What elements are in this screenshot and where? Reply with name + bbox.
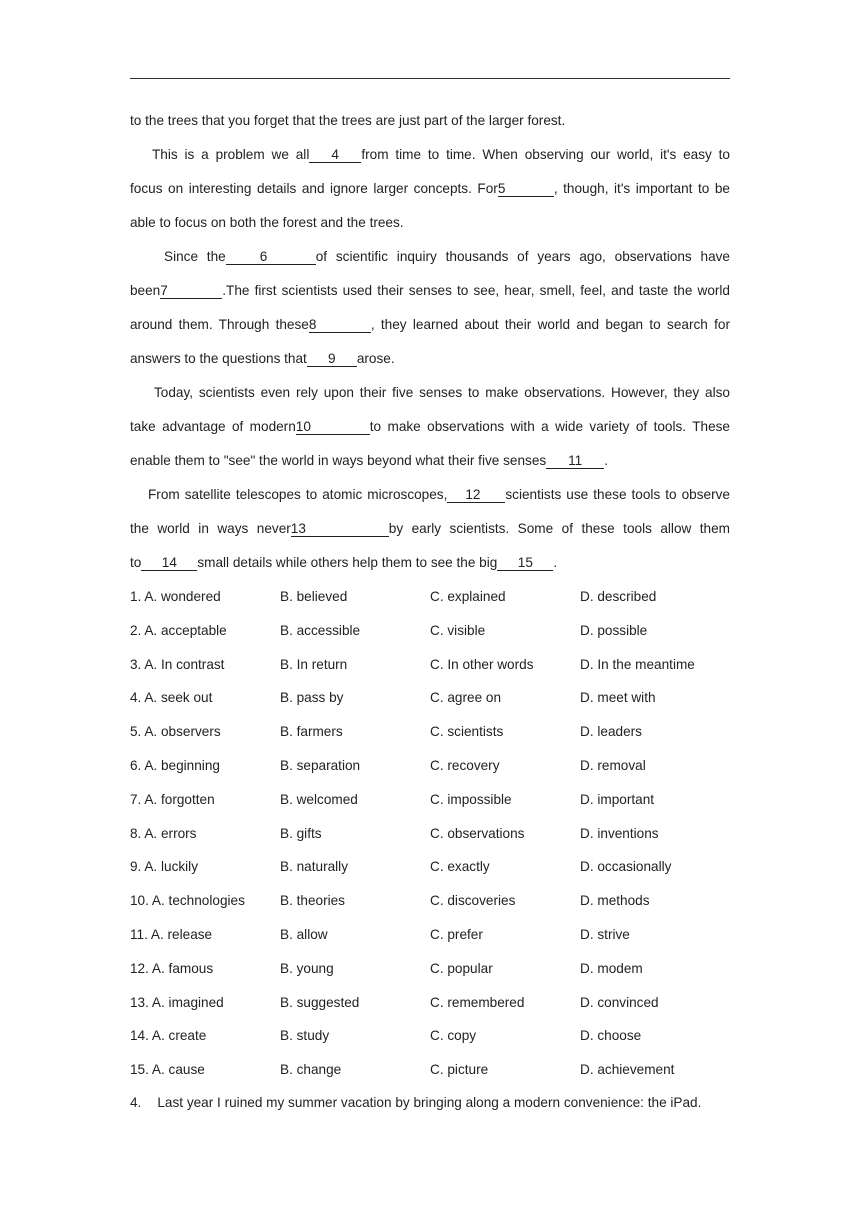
option-c: C. remembered	[430, 994, 525, 1010]
option-d: D. methods	[580, 893, 650, 909]
text-segment: arose.	[356, 351, 395, 366]
blank-9: 9	[307, 351, 357, 367]
option-a: 12. A. famous	[130, 960, 214, 976]
option-d: D. In the meantime	[580, 656, 695, 672]
paragraph-4-line-3	[130, 451, 730, 471]
option-b: B. welcomed	[280, 791, 358, 807]
option-b: B. farmers	[280, 724, 343, 740]
option-row	[130, 587, 730, 607]
option-a: 1. A. wondered	[130, 589, 221, 604]
option-b: B. theories	[280, 893, 345, 909]
blank-10: 10	[296, 419, 370, 435]
option-c: C. agree on	[430, 690, 502, 706]
option-row	[130, 1026, 730, 1046]
text-segment: take advantage of modern	[130, 419, 296, 434]
option-row	[130, 891, 730, 911]
option-b: B. change	[280, 1062, 342, 1078]
blank-4: 4	[309, 147, 361, 163]
option-b: B. believed	[280, 589, 348, 604]
option-b: B. young	[280, 960, 334, 976]
text-segment: , they learned about their world and began to search for	[370, 317, 730, 332]
text-segment: scientists use these tools to observe	[505, 487, 730, 502]
option-d: D. convinced	[580, 994, 659, 1010]
option-d: D. strive	[580, 927, 630, 942]
blank-14: 14	[141, 555, 197, 571]
paragraph-4-line-2	[130, 417, 730, 437]
text-segment: to	[130, 555, 142, 570]
option-row	[130, 1060, 730, 1080]
option-c: C. observations	[430, 825, 525, 841]
text-segment: .	[553, 555, 558, 570]
text-segment: from time to time. When observing our world, it's easy to	[361, 147, 730, 162]
option-a: 10. A. technologies	[130, 893, 245, 909]
option-c: C. exactly	[430, 859, 490, 875]
blank-7: 7	[160, 283, 222, 299]
text-segment: This is a problem we all	[152, 147, 310, 162]
paragraph-5-line-2	[130, 519, 730, 539]
option-a: 11. A. release	[130, 927, 213, 942]
text-segment: around them. Through these	[130, 317, 309, 332]
option-d: D. choose	[580, 1028, 642, 1044]
option-c: C. popular	[430, 960, 493, 976]
option-row	[130, 993, 730, 1013]
option-a: 2. A. acceptable	[130, 622, 227, 638]
text-segment: .	[604, 453, 608, 468]
text-segment: .The first scientists used their senses to see, hear, smell, feel, and taste the world	[222, 283, 730, 298]
option-a: 5. A. observers	[130, 724, 221, 740]
option-b: B. pass by	[280, 690, 344, 706]
option-row	[130, 857, 730, 877]
option-d: D. achievement	[580, 1062, 675, 1078]
option-a: 4. A. seek out	[130, 690, 213, 706]
option-a: 3. A. In contrast	[130, 656, 225, 672]
option-row	[130, 790, 730, 810]
next-question	[130, 1093, 730, 1113]
option-row	[130, 959, 730, 979]
option-c: C. visible	[430, 622, 486, 638]
option-d: D. occasionally	[580, 859, 672, 875]
text-segment: From satellite telescopes to atomic microscopes,	[148, 487, 448, 502]
paragraph-3-line-4	[130, 349, 730, 369]
option-b: B. gifts	[280, 825, 322, 841]
option-c: C. prefer	[430, 927, 483, 942]
option-c: C. impossible	[430, 791, 512, 807]
text-segment: to make observations with a wide variety of tools. These	[369, 419, 730, 434]
option-d: D. meet with	[580, 690, 656, 706]
option-b: B. naturally	[280, 859, 349, 875]
option-d: D. inventions	[580, 825, 659, 841]
option-d: D. removal	[580, 758, 646, 773]
question-text: Last year I ruined my summer vacation by bringing along a modern convenience: the iPad.	[157, 1095, 702, 1110]
blank-8: 8	[309, 317, 371, 333]
text-segment: Since the	[164, 249, 226, 264]
option-row	[130, 688, 730, 708]
blank-6: 6	[226, 249, 316, 265]
option-c: C. explained	[430, 589, 506, 604]
text-segment: answers to the questions that	[130, 351, 307, 366]
option-row	[130, 621, 730, 641]
paragraph-4: Today, scientists even rely upon their five senses to make observations. However, they also	[154, 385, 730, 400]
text-segment: been	[130, 283, 161, 298]
option-row	[130, 655, 730, 675]
option-d: D. possible	[580, 622, 648, 638]
option-b: B. allow	[280, 927, 328, 942]
paragraph-5	[130, 485, 730, 505]
paragraph-2-line-2	[130, 179, 730, 199]
text-segment: focus on interesting details and ignore larger concepts. For	[130, 181, 498, 196]
option-d: D. important	[580, 791, 655, 807]
option-row	[130, 756, 730, 776]
blank-12: 12	[447, 487, 505, 503]
text-segment: enable them to "see" the world in ways beyond what their five senses	[130, 453, 547, 468]
paragraph-2	[130, 145, 730, 165]
paragraph-3	[130, 247, 730, 267]
text-segment: , though, it's important to be	[553, 181, 730, 196]
text-segment: small details while others help them to see the big	[197, 555, 498, 570]
option-d: D. modem	[580, 960, 643, 976]
option-a: 9. A. luckily	[130, 859, 198, 875]
option-row	[130, 824, 730, 844]
blank-13: 13	[291, 521, 389, 537]
option-d: D. described	[580, 589, 657, 604]
option-row	[130, 722, 730, 742]
option-a: 14. A. create	[130, 1028, 207, 1044]
option-b: B. suggested	[280, 994, 360, 1010]
blank-5: 5	[498, 181, 554, 197]
option-c: C. In other words	[430, 656, 534, 672]
paragraph-3-line-2	[130, 281, 730, 301]
option-c: C. picture	[430, 1062, 489, 1078]
option-c: C. copy	[430, 1028, 477, 1044]
text-segment: of scientific inquiry thousands of years ago, observations have	[315, 249, 730, 264]
option-c: C. discoveries	[430, 893, 516, 909]
option-row	[130, 925, 730, 945]
option-b: B. separation	[280, 758, 361, 773]
option-a: 7. A. forgotten	[130, 791, 215, 807]
passage-line: to the trees that you forget that the trees are just part of the larger forest.	[130, 113, 566, 128]
blank-11: 11	[546, 453, 604, 469]
option-b: B. study	[280, 1028, 330, 1044]
option-a: 15. A. cause	[130, 1062, 205, 1078]
text-segment: by early scientists. Some of these tools allow them	[388, 521, 731, 536]
header-rule	[130, 78, 730, 79]
option-c: C. scientists	[430, 724, 504, 740]
option-a: 6. A. beginning	[130, 758, 220, 773]
paragraph-2-line-3: able to focus on both the forest and the trees.	[130, 215, 404, 230]
question-number: 4.	[130, 1095, 142, 1110]
paragraph-5-line-3	[130, 553, 730, 573]
option-d: D. leaders	[580, 724, 642, 740]
option-b: B. accessible	[280, 622, 361, 638]
paragraph-3-line-3	[130, 315, 730, 335]
option-b: B. In return	[280, 656, 348, 672]
option-a: 8. A. errors	[130, 825, 197, 841]
option-c: C. recovery	[430, 758, 500, 773]
option-a: 13. A. imagined	[130, 994, 224, 1010]
blank-15: 15	[497, 555, 553, 571]
text-segment: the world in ways never	[130, 521, 291, 536]
